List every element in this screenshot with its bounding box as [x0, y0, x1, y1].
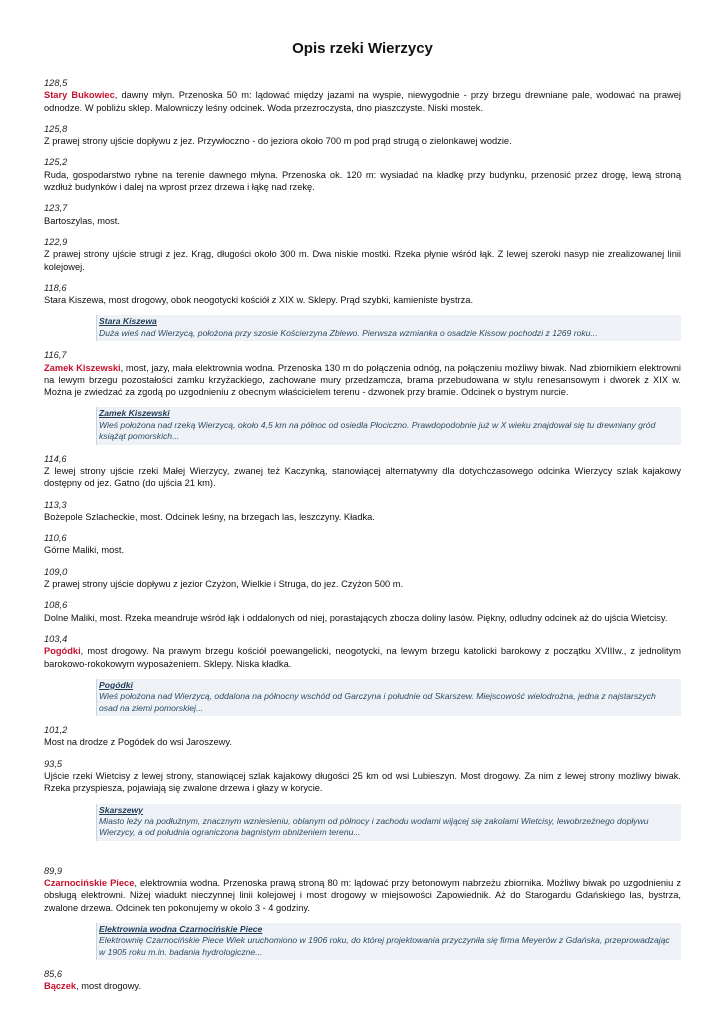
km-marker: 128,5 — [44, 78, 68, 88]
km-marker: 85,6 — [44, 969, 63, 980]
info-box — [96, 804, 681, 841]
info-box-text: Elektrownię Czarnocińskie Piece Wiek uruchomiono w 1906 roku, do której projektowania przyczyniła się firma Meyerów z Gdańska, przeprowadzając w 1905 roku m.in. badania hydrologiczne... — [99, 935, 670, 957]
river-entry — [44, 282, 681, 307]
river-entry — [44, 566, 681, 591]
info-box-link[interactable]: Pogódki — [99, 679, 133, 690]
km-marker: 101,2 — [44, 725, 68, 736]
place-name: Zamek Kiszewski — [44, 362, 121, 373]
entry-text: Ujście rzeki Wietcisy z lewej strony, stanowiącej szlak kajakowy długości 25 km od wsi Lubieszyn. Most drogowy. Za nim z lewej strony możliwy biwak. Rzeka przyspiesza, pojawiają się zwalone drzewa i głazy w korycie. — [44, 770, 681, 794]
place-name: Stary Bukowiec — [44, 90, 115, 101]
entry-text: Z prawej strony ujście dopływu z jezior Czyżon, Wielkie i Struga, do jez. Czyżon 500 m. — [44, 579, 404, 590]
km-marker: 125,2 — [44, 157, 68, 168]
entry-text: Zamek Kiszewski, most, jazy, mała elektrownia wodna. Przenoska 130 m do połączenia odnóg, na połączeniu możliwy biwak. Nad zbiornikiem elektrowni na lewym brzegu pozostałości zamku krzyżackiego, zachowane mury przedzamcza, brama przebudowana w stylu renesansowym i dworek z XIX w. Można je zwiedzać za zgodą po uzgodnieniu z obecnym właścicielem terenu - dzwonek przy bramie. Odcinek o bystrym nurcie. — [44, 362, 681, 398]
km-marker: 122,9 — [44, 236, 68, 247]
info-box — [96, 923, 681, 960]
place-name: Bączek — [44, 981, 77, 992]
entry-text: Z prawej strony ujście dopływu z jez. Przywłoczno - do jeziora około 700 m pod prąd strugą o zielonkawej wodzie. — [44, 136, 512, 147]
info-box-text: Miasto leży na podłużnym, znacznym wzniesieniu, oblanym od północy i zachodu wodami wijącej się zakolami Wietcisy, lewobrzeżnego dopływu Wierzycy, a od południa ograniczona bagnistym obniżeniem terenu... — [99, 815, 649, 838]
info-box-text: Duża wieś nad Wierzycą, położona przy szosie Kościerzyna Zblewo. Pierwsza wzmianka o osadzie Kissow pochodzi z 1269 roku... — [99, 327, 598, 338]
river-entry — [44, 202, 681, 227]
river-entry — [44, 599, 681, 624]
entry-text: Dolne Maliki, most. Rzeka meandruje wśród łąk i oddalonych od niej, porastających zbocza doliny lasów. Piękny, odludny odcinek aż do ujścia Wietcisy. — [44, 612, 668, 623]
river-entry — [44, 236, 681, 273]
entry-text: Stary Bukowiec, dawny młyn. Przenoska 50 m: lądować między jazami na wyspie, niewygodnie - przy brzegu drewniane pale, wodować na prawej odnodze. W pobliżu sklep. Malowniczy leśny odcinek. Woda przezroczysta, dno piaszczyste. Niski mostek. — [44, 90, 681, 113]
entry-text: Czarnocińskie Piece, elektrownia wodna. Przenoska prawą stroną 80 m: lądować przy betonowym nabrzeżu zbiornika. Możliwy biwak po uzgodnieniu z obsługą elektrowni. Niżej wiadukt nieczynnej linii kolejowej i most drogowy w miejsowości Zapowiednik. Aż do Starogardu Gdańskiego las, bystrza, zwalone drzewa. Odcinek ten pokonujemy w okolo 3 - 4 godziny. — [44, 878, 681, 913]
entry-text: Z lewej strony ujście rzeki Małej Wierzycy, zwanej też Kaczynką, stanowiącej alternatywny dla dotychczasowego odcinka Wierzycy szlak kajakowy dostępny od jez. Gatno (do ujścia 21 km). — [44, 465, 681, 489]
km-marker: 113,3 — [44, 499, 67, 510]
km-marker: 108,6 — [44, 600, 68, 611]
river-entry — [44, 77, 681, 114]
km-marker: 110,6 — [44, 533, 67, 544]
river-entry — [44, 724, 681, 749]
info-box-link[interactable]: Elektrownia wodna Czarnocińskie Piece — [99, 923, 263, 934]
entry-text: Górne Maliki, most. — [44, 545, 125, 556]
spacer — [44, 849, 681, 865]
entry-text: Z prawej strony ujście strugi z jez. Krąg, długości około 300 m. Dwa niskie mostki. Rzeka płynie wśród łąk. Z lewej szeroki nasyp nie zrealizowanej linii kolejowej. — [44, 249, 681, 272]
entry-text: Bączek, most drogowy. — [44, 981, 141, 992]
place-name: Czarnocińskie Piece — [44, 878, 135, 889]
km-marker: 123,7 — [44, 203, 68, 214]
info-box-text: Wieś położona nad rzeką Wierzycą, około 4,5 km na północ od osiedla Płociczno. Prawdopodobnie już w X wieku znajdował się tu drewniany gród książąt pomorskich... — [99, 419, 656, 442]
info-box — [96, 315, 681, 341]
river-entry — [44, 499, 681, 524]
entry-text: Ruda, gospodarstwo rybne na terenie dawnego młyna. Przenoska ok. 120 m: wysiadać na kładkę przy budynku, przenosić przez drogę, lewą stroną wzdłuż budynków i dalej na wprost przez drzewa i łąkę nad rzekę. — [44, 169, 681, 193]
page-title: Opis rzeki Wierzycy — [292, 40, 433, 57]
info-box — [96, 679, 681, 716]
river-entry — [44, 968, 681, 993]
entry-text: Stara Kiszewa, most drogowy, obok neogotycki kościół z XIX w. Sklepy. Prąd szybki, kamieniste bystrza. — [44, 295, 474, 306]
km-marker: 118,6 — [44, 282, 67, 293]
km-marker: 125,8 — [44, 123, 68, 134]
km-marker: 93,5 — [44, 758, 63, 769]
river-entry — [44, 633, 681, 670]
river-entry — [44, 532, 681, 557]
river-entry — [44, 156, 681, 193]
entry-text: Bartoszylas, most. — [44, 215, 120, 226]
river-entry — [44, 865, 681, 914]
info-box — [96, 407, 681, 444]
place-name: Pogódki — [44, 646, 81, 657]
km-marker: 116,7 — [44, 350, 67, 361]
info-box-link[interactable]: Skarszewy — [99, 804, 143, 815]
km-marker: 103,4 — [44, 633, 68, 644]
km-marker: 109,0 — [44, 566, 68, 577]
river-entry — [44, 349, 681, 398]
info-box-link[interactable]: Zamek Kiszewski — [99, 408, 170, 419]
river-entry — [44, 123, 681, 148]
entry-text: Bożepole Szlacheckie, most. Odcinek leśny, na brzegach las, leszczyny. Kładka. — [44, 511, 375, 522]
info-box-link[interactable]: Stara Kiszewa — [99, 316, 157, 327]
entry-text: Pogódki, most drogowy. Na prawym brzegu kościół poewangelicki, neogotycki, na lewym brzegu katolicki barokowy z początku XVIIIw., z jednolitym barokowo-rokokowym wyposażeniem. Sklepy. Niska kładka. — [44, 646, 681, 669]
km-marker: 89,9 — [44, 865, 63, 876]
info-box-text: Wieś położona nad Wierzycą, oddalona na północny wschód od Garczyna i południe od Skarszew. Miejscowość wielodrożna, jedna z najstarszych osad na ziemi pomorskiej... — [99, 691, 656, 713]
river-entry — [44, 758, 681, 795]
km-marker: 114,6 — [44, 453, 67, 464]
entry-text: Most na drodze z Pogódek do wsi Jaroszewy. — [44, 737, 232, 748]
river-entry — [44, 453, 681, 490]
document-page — [44, 40, 681, 1002]
